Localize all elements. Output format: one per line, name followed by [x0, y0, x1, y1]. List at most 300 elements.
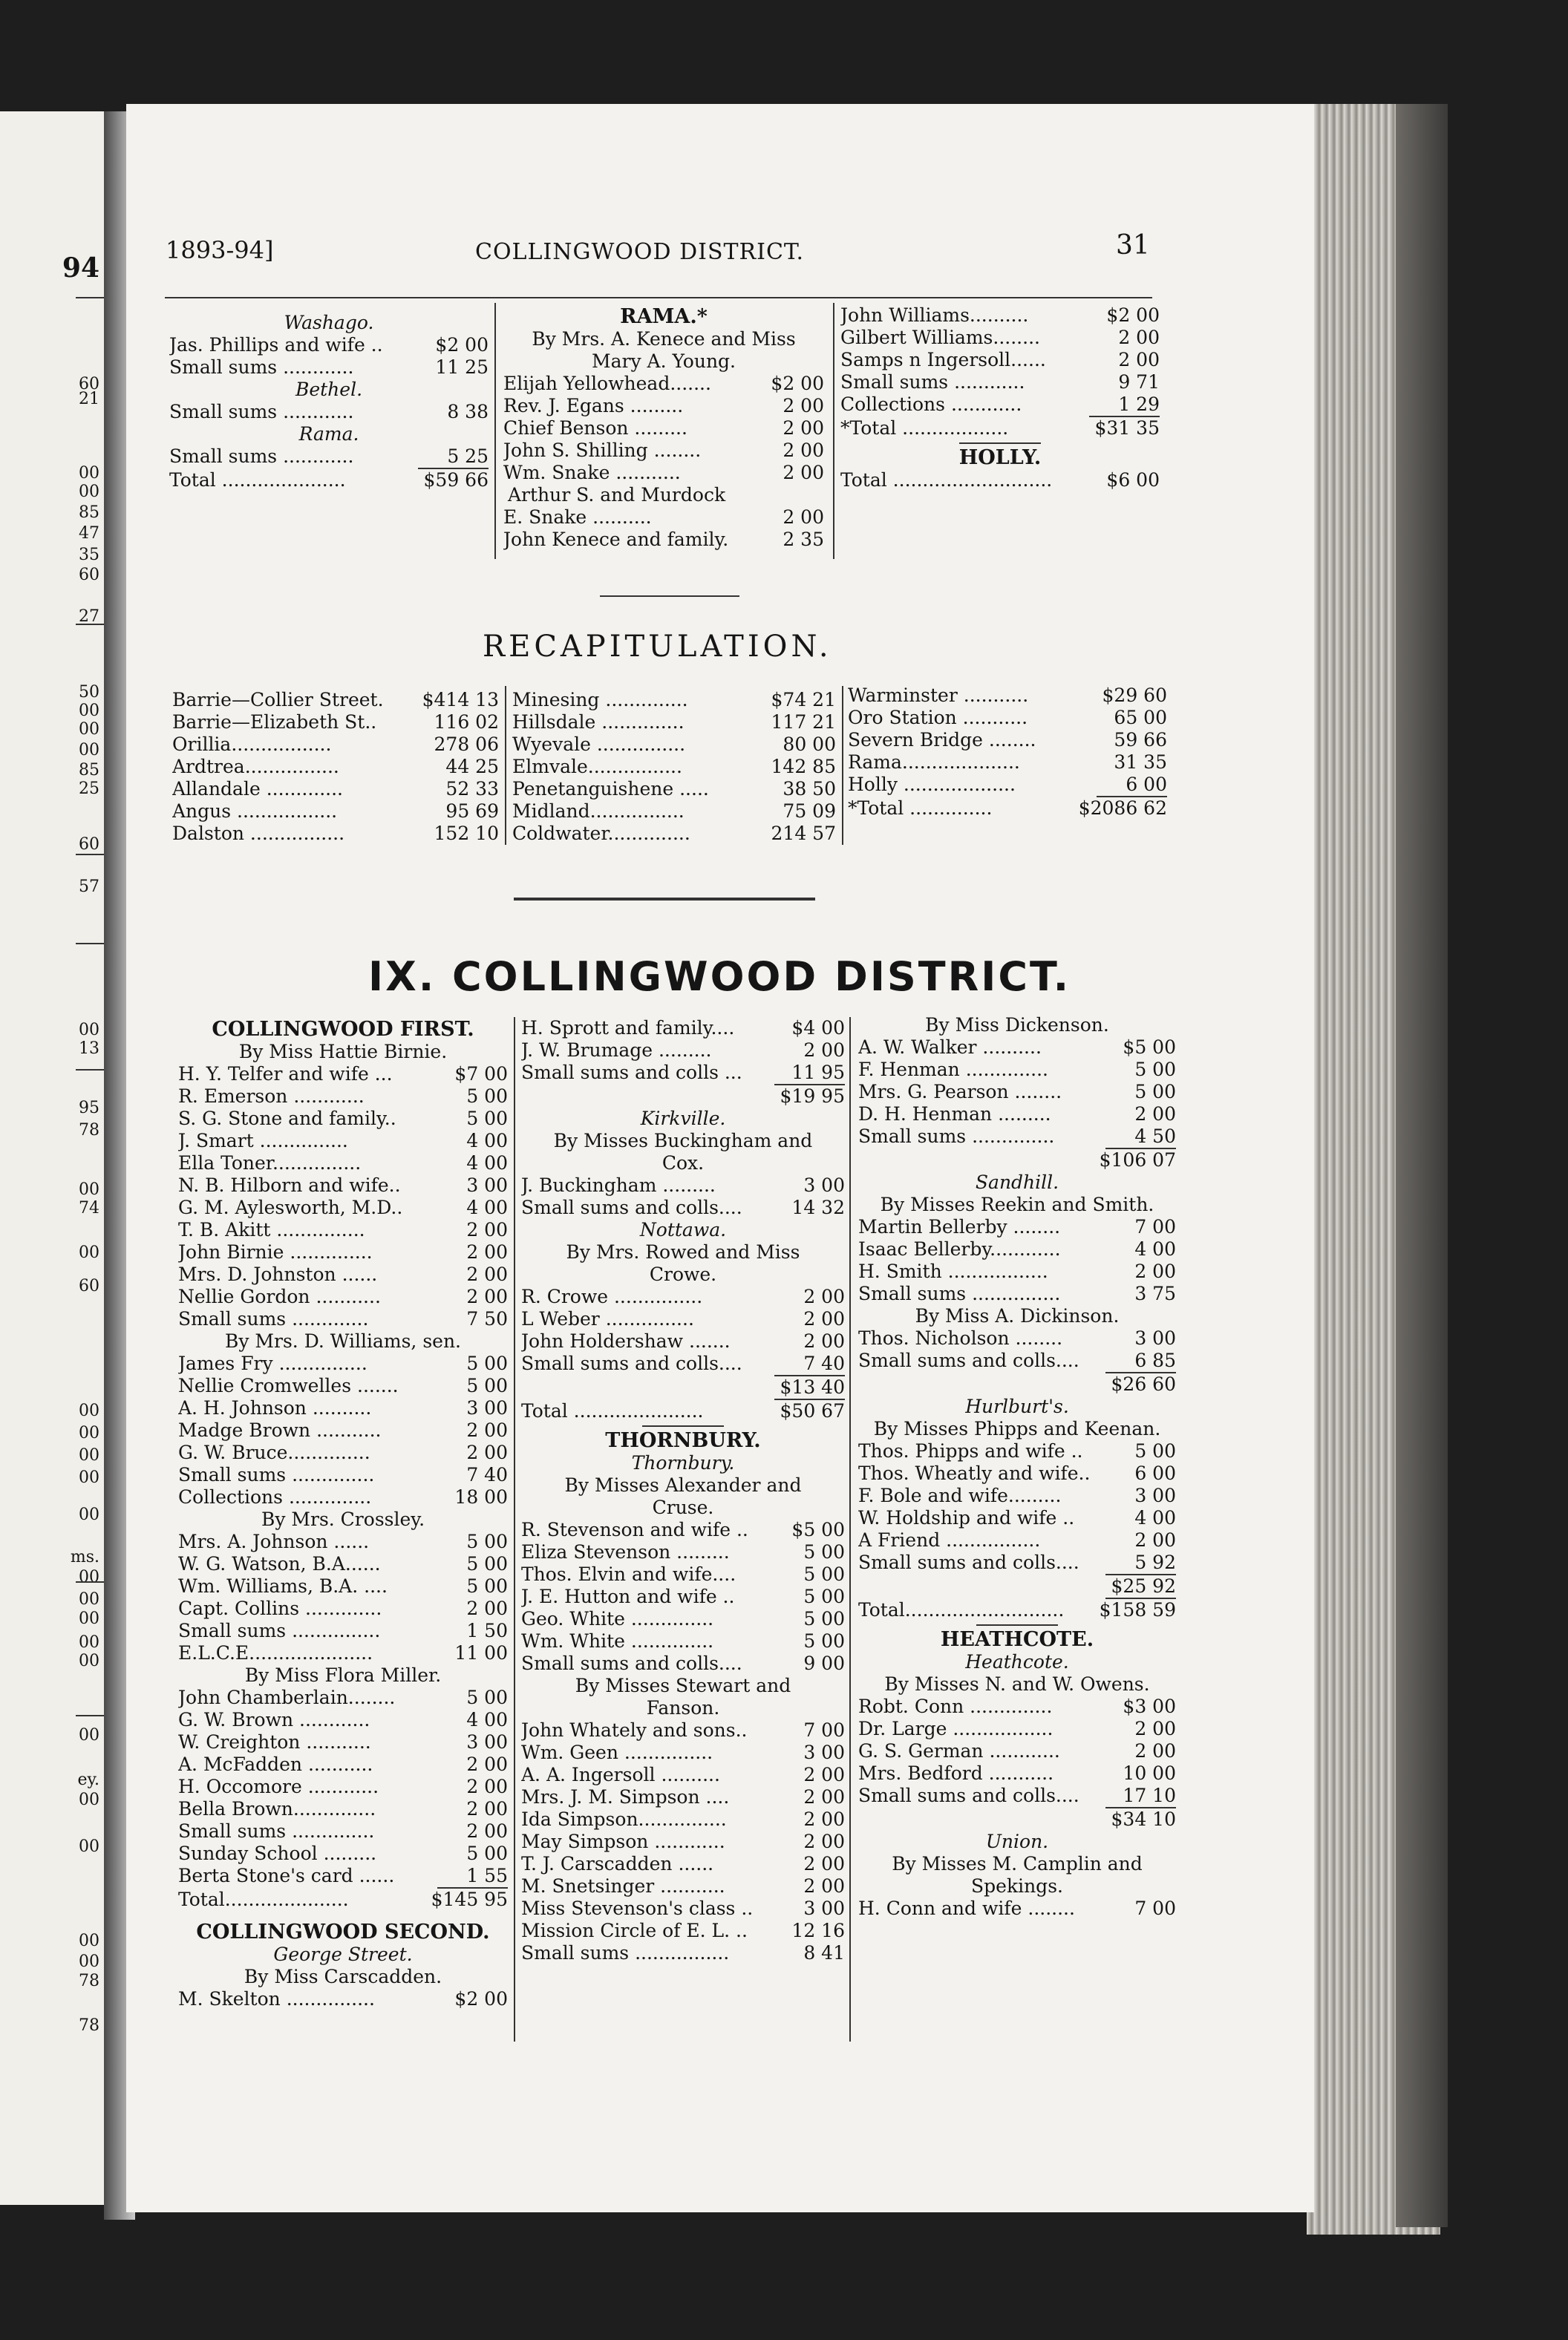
entry-row [858, 1485, 1176, 1507]
entry-amount: 2 00 [1134, 1103, 1176, 1125]
entry-row [521, 1376, 845, 1399]
entry-row [503, 439, 824, 462]
entry-amount: $106 07 [1099, 1149, 1176, 1171]
entry-label: Small sums and colls.... [521, 1653, 742, 1674]
collector-note: By Miss Carscadden. [244, 1966, 442, 1987]
entry-row [858, 1552, 1176, 1574]
fragment-rule [76, 1581, 105, 1583]
entry-row [178, 1642, 508, 1664]
fragment-text: 60 [79, 375, 99, 393]
entry-amount: 2 00 [466, 1598, 508, 1619]
entry-amount: 2 00 [1118, 349, 1160, 370]
entry-label: A Friend ................ [858, 1529, 1041, 1551]
entry-row [169, 334, 489, 356]
entry-row [521, 1608, 845, 1630]
entry-amount: 2 00 [466, 1798, 508, 1820]
recap-row [848, 729, 1167, 751]
fragment-text: 47 [79, 524, 99, 543]
entry-label: Mrs. Bedford ........... [858, 1762, 1054, 1784]
entry-row [858, 1149, 1176, 1171]
fragment-rule [76, 943, 105, 944]
entry-amount: $34 10 [1111, 1808, 1176, 1830]
entry-label: G. S. German ............ [858, 1740, 1060, 1762]
entry-label: G. W. Brown ............ [178, 1709, 370, 1731]
entry-amount: $6 00 [1106, 469, 1160, 491]
fragment-text: 94 [62, 252, 99, 284]
entry-row [178, 1375, 508, 1397]
fragment-text: 00 [79, 1243, 99, 1262]
entry-amount: $2 00 [435, 334, 489, 356]
entry-label: G. W. Bruce.............. [178, 1442, 370, 1463]
church-heading: COLLINGWOOD SECOND. [196, 1921, 490, 1944]
entry-row [858, 1808, 1176, 1831]
entry-row [169, 469, 489, 491]
fragment-rule [76, 854, 105, 855]
entry-row [521, 1786, 845, 1808]
entry-label: M. Skelton ............... [178, 1988, 375, 2010]
collector-note: By Mrs. D. Williams, sen. [224, 1330, 461, 1352]
entry-amount: $50 67 [780, 1400, 845, 1422]
collector-note: By Misses N. and W. Owens. [884, 1673, 1150, 1695]
entry-amount: 5 00 [466, 1531, 508, 1552]
entry-amount: 3 00 [1134, 1327, 1176, 1349]
entry-label: Small sums ............ [169, 445, 354, 467]
recap-amount: 95 69 [445, 800, 499, 822]
entry-row [858, 1785, 1176, 1807]
entry-label: A. A. Ingersoll .......... [521, 1764, 720, 1785]
column-divider [494, 303, 496, 559]
entry-label: H. Conn and wife ........ [858, 1898, 1075, 1919]
recap-row [848, 751, 1167, 774]
entry-amount: 11 25 [435, 356, 489, 378]
entry-label: M. Snetsinger ........... [521, 1875, 725, 1897]
fragment-text: 00 [79, 720, 99, 739]
entry-row [178, 1598, 508, 1620]
entry-amount: 1 50 [466, 1620, 508, 1641]
entry-amount: 2 00 [803, 1286, 845, 1307]
church-heading: RAMA.* [620, 305, 708, 328]
entry-row [521, 1330, 845, 1353]
entry-row [521, 1808, 845, 1831]
entry-label: Small sums and colls.... [858, 1350, 1079, 1371]
fragment-text: 25 [79, 780, 99, 798]
entry-label: Total ..................... [169, 469, 346, 491]
entry-label: Small sums and colls.... [858, 1785, 1079, 1806]
recap-label: Severn Bridge ........ [848, 729, 1036, 751]
recap-row [172, 800, 499, 823]
recap-amount: $29 60 [1102, 684, 1167, 706]
top-column-2 [503, 306, 824, 551]
entry-amount: $145 95 [431, 1889, 508, 1910]
fragment-text: 60 [79, 1277, 99, 1295]
entry-amount: 5 00 [803, 1563, 845, 1585]
recap-row [848, 684, 1167, 707]
entry-row [178, 1419, 508, 1442]
recap-row [512, 711, 836, 733]
entry-row [521, 1308, 845, 1330]
fragment-text: 35 [79, 546, 99, 564]
collector-note: By Misses Buckingham and [553, 1130, 813, 1151]
entry-amount: 1 29 [1118, 393, 1160, 415]
entry-amount: 7 00 [1134, 1216, 1176, 1238]
recap-label: Warminster ........... [848, 684, 1029, 706]
fragment-text: ms. [70, 1548, 99, 1566]
entry-amount: 5 00 [466, 1687, 508, 1708]
entry-label: John Birnie .............. [178, 1241, 373, 1263]
entry-label: Small sums and colls.... [521, 1353, 742, 1374]
entry-row [178, 1687, 508, 1709]
entry-row [178, 1820, 508, 1843]
recap-label: Wyevale ............... [512, 733, 686, 755]
column-divider [505, 686, 506, 845]
entry-row [178, 1754, 508, 1776]
entry-amount: 7 50 [466, 1308, 508, 1330]
entry-label: John S. Shilling ........ [503, 439, 702, 461]
entry-amount: 11 95 [791, 1062, 845, 1083]
entry-row [521, 1541, 845, 1563]
entry-label: W. Creighton ........... [178, 1731, 371, 1753]
entry-label: Thos. Wheatly and wife.. [858, 1462, 1091, 1484]
entry-row [178, 1889, 508, 1911]
entry-amount: 3 00 [466, 1731, 508, 1753]
entry-label: Martin Bellerby ........ [858, 1216, 1061, 1238]
entry-label: *Total .................. [840, 417, 1009, 439]
entry-amount: 14 32 [791, 1197, 845, 1218]
recap-amount: 65 00 [1114, 707, 1167, 728]
entry-amount: 5 00 [466, 1085, 508, 1107]
entry-row [178, 1988, 508, 2010]
entry-amount: 4 50 [1134, 1125, 1176, 1147]
column-divider [833, 303, 834, 559]
recap-column-2 [512, 689, 836, 845]
entry-amount: 3 00 [1134, 1485, 1176, 1506]
entry-amount: $59 66 [423, 469, 489, 491]
entry-label: Sunday School ......... [178, 1843, 377, 1864]
place-subheading: Washago. [284, 312, 374, 333]
collector-note: By Miss Dickenson. [925, 1014, 1109, 1036]
header-title: COLLINGWOOD DISTRICT. [475, 239, 805, 265]
fragment-text: 85 [79, 761, 99, 780]
fragment-text: 13 [79, 1039, 99, 1058]
recap-amount: 52 33 [445, 778, 499, 800]
entry-row [178, 1219, 508, 1241]
previous-page-edge [0, 111, 111, 2205]
entry-row [521, 1286, 845, 1308]
entry-row [178, 1620, 508, 1642]
entry-label: D. H. Henman ......... [858, 1103, 1051, 1125]
entry-label: J. E. Hutton and wife .. [521, 1586, 735, 1607]
entry-label: Isaac Bellerby............ [858, 1238, 1061, 1260]
recap-label: Orillia................. [172, 733, 332, 755]
entry-amount: 8 41 [803, 1942, 845, 1964]
entry-amount: 5 00 [803, 1608, 845, 1630]
entry-row [521, 1920, 845, 1942]
entry-amount: 2 00 [1134, 1718, 1176, 1739]
entry-amount: 2 00 [466, 1219, 508, 1241]
entry-amount: $5 00 [791, 1519, 845, 1540]
recap-amount: $2086 62 [1078, 797, 1167, 819]
entry-label: N. B. Hilborn and wife.. [178, 1174, 401, 1196]
entry-label: Gilbert Williams........ [840, 327, 1040, 348]
entry-label: Eliza Stevenson ......... [521, 1541, 730, 1563]
entry-amount: 12 16 [791, 1920, 845, 1941]
entry-label: A. W. Walker .......... [858, 1036, 1042, 1058]
fragment-text: 00 [79, 1021, 99, 1039]
entry-amount: 5 00 [1134, 1081, 1176, 1102]
fragment-text: 00 [79, 1633, 99, 1652]
recap-amount: 6 00 [1126, 774, 1167, 795]
entry-amount: 3 75 [1134, 1283, 1176, 1304]
entry-label: Samps n Ingersoll...... [840, 349, 1046, 370]
entry-label: Jas. Phillips and wife .. [169, 334, 383, 356]
entry-label: Wm. White .............. [521, 1630, 714, 1652]
entry-label: A. H. Johnson .......... [178, 1397, 372, 1419]
recap-row [172, 689, 499, 711]
entry-row [858, 1103, 1176, 1125]
entry-amount: 2 00 [803, 1853, 845, 1875]
entry-label: A. McFadden ........... [178, 1754, 373, 1775]
fragment-text: 95 [79, 1099, 99, 1117]
recap-amount: $74 21 [771, 689, 836, 710]
entry-row [840, 469, 1160, 491]
recap-label: Minesing .............. [512, 689, 688, 710]
church-heading: COLLINGWOOD FIRST. [212, 1018, 474, 1041]
entry-row [178, 1308, 508, 1330]
entry-row [858, 1216, 1176, 1238]
entry-label: G. M. Aylesworth, M.D.. [178, 1197, 403, 1218]
entry-amount: 2 00 [803, 1831, 845, 1852]
fragment-text: 00 [79, 1402, 99, 1420]
entry-row [858, 1036, 1176, 1059]
recap-amount: 44 25 [445, 756, 499, 777]
entry-amount: $158 59 [1099, 1599, 1176, 1621]
fragment-text: 00 [79, 1180, 99, 1199]
entry-amount: $25 92 [1111, 1575, 1176, 1597]
entry-amount: 2 00 [1118, 327, 1160, 348]
entry-row [178, 1843, 508, 1865]
recap-label: Ardtrea................ [172, 756, 339, 777]
entry-amount: 4 00 [466, 1197, 508, 1218]
entry-row [169, 445, 489, 468]
entry-label: James Fry ............... [178, 1353, 368, 1374]
recap-row [172, 733, 499, 756]
entry-amount: 2 00 [466, 1419, 508, 1441]
fragment-text: 00 [79, 464, 99, 483]
entry-amount: 5 00 [466, 1108, 508, 1129]
fragment-text: 00 [79, 1837, 99, 1856]
entry-amount: 7 00 [1134, 1898, 1176, 1919]
entry-amount: 5 00 [803, 1586, 845, 1607]
entry-row [503, 462, 824, 484]
entry-label: Small sums .............. [178, 1464, 375, 1486]
entry-row [178, 1085, 508, 1108]
entry-amount: 5 25 [447, 445, 489, 467]
recap-label: Barrie—Elizabeth St.. [172, 711, 377, 733]
fragment-text: 00 [79, 741, 99, 759]
entry-amount: 2 35 [783, 529, 824, 550]
entry-label: John Williams.......... [840, 304, 1029, 326]
entry-label: May Simpson ............ [521, 1831, 725, 1852]
entry-row [178, 1442, 508, 1464]
fragment-text: 85 [79, 503, 99, 522]
recap-label: Allandale ............. [172, 778, 344, 800]
book-cover-edge [1396, 104, 1448, 2227]
entry-label: F. Henman .............. [858, 1059, 1048, 1080]
entry-row [178, 1108, 508, 1130]
entry-row [521, 1898, 845, 1920]
entry-label: Mrs. A. Johnson ...... [178, 1531, 370, 1552]
entry-row [858, 1462, 1176, 1485]
entry-amount: 5 00 [1134, 1059, 1176, 1080]
entry-label: Mission Circle of E. L. .. [521, 1920, 748, 1941]
recap-row [512, 756, 836, 778]
entry-amount: 4 00 [466, 1130, 508, 1151]
entry-amount: 4 00 [1134, 1238, 1176, 1260]
entry-amount: 2 00 [466, 1754, 508, 1775]
top-column-3 [840, 304, 1160, 491]
place-subheading: Union. [985, 1831, 1049, 1852]
fragment-rule [76, 1715, 105, 1716]
collector-note: Cox. [662, 1152, 705, 1174]
entry-label: Dr. Large ................. [858, 1718, 1054, 1739]
entry-amount: 2 00 [783, 395, 824, 416]
entry-label: Thos. Elvin and wife.... [521, 1563, 736, 1585]
entry-label: Nellie Gordon ........... [178, 1286, 381, 1307]
fragment-text: ey. [77, 1771, 99, 1789]
separator-rule [959, 442, 1041, 444]
recap-row [172, 823, 499, 845]
recap-label: Coldwater.............. [512, 823, 690, 844]
recap-row [512, 689, 836, 711]
entry-amount: 2 00 [466, 1442, 508, 1463]
entry-label: Mrs. D. Johnston ...... [178, 1264, 378, 1285]
column-divider [514, 1017, 515, 2042]
entry-row [858, 1373, 1176, 1396]
recap-label: Oro Station ........... [848, 707, 1028, 728]
entry-label: Mrs. G. Pearson ........ [858, 1081, 1062, 1102]
entry-row [503, 417, 824, 439]
entry-label: Small sums ............ [169, 401, 354, 422]
recap-label: *Total .............. [848, 797, 993, 819]
recap-column-1 [172, 689, 499, 845]
entry-amount: 2 00 [466, 1820, 508, 1842]
entry-label: Small sums .............. [858, 1125, 1055, 1147]
entry-row [858, 1350, 1176, 1372]
entry-label: H. Sprott and family.... [521, 1017, 735, 1039]
recap-amount: 31 35 [1114, 751, 1167, 773]
entry-amount: 2 00 [803, 1039, 845, 1061]
entry-label: H. Smith ................. [858, 1261, 1048, 1282]
entry-row [521, 1586, 845, 1608]
place-subheading: Kirkville. [640, 1108, 726, 1129]
entry-row [521, 1764, 845, 1786]
entry-row [840, 417, 1160, 439]
entry-row [178, 1464, 508, 1486]
entry-amount: 2 00 [466, 1241, 508, 1263]
entry-row [503, 529, 824, 551]
entry-row [521, 1942, 845, 1964]
entry-amount: 5 00 [466, 1375, 508, 1396]
fragment-text: 00 [79, 1446, 99, 1465]
entry-row [178, 1865, 508, 1887]
entry-amount: $19 95 [780, 1085, 845, 1107]
entry-row [521, 1875, 845, 1898]
entry-row [521, 1197, 845, 1219]
entry-row [858, 1599, 1176, 1621]
entry-label: Small sums ............ [840, 371, 1025, 393]
entry-amount: 2 00 [803, 1308, 845, 1330]
entry-amount: $31 35 [1094, 417, 1160, 439]
collector-note: Spekings. [971, 1875, 1063, 1897]
entry-amount: 18 00 [454, 1486, 508, 1508]
entry-amount: 2 00 [783, 506, 824, 528]
entry-label: T. J. Carscadden ...... [521, 1853, 714, 1875]
entry-amount: $13 40 [780, 1376, 845, 1398]
fragment-text: 00 [79, 1468, 99, 1487]
recap-row [512, 733, 836, 756]
entry-row [858, 1081, 1176, 1103]
entry-amount: 7 40 [803, 1353, 845, 1374]
bottom-column-3 [858, 1014, 1176, 1920]
entry-label: Collections ............ [840, 393, 1022, 415]
entry-label: S. G. Stone and family.. [178, 1108, 396, 1129]
entry-row [178, 1241, 508, 1264]
collector-note: By Misses Reekin and Smith. [880, 1194, 1154, 1215]
decorative-rule [514, 898, 815, 901]
entry-row [503, 506, 824, 529]
entry-row [858, 1740, 1176, 1762]
entry-row [178, 1063, 508, 1085]
fragment-text: 78 [79, 1121, 99, 1140]
entry-row [521, 1400, 845, 1422]
entry-amount: 2 00 [783, 462, 824, 483]
entry-row [858, 1507, 1176, 1529]
collector-note: By Miss Hattie Birnie. [238, 1041, 448, 1062]
recap-amount: $414 13 [422, 689, 499, 710]
entry-label: Small sums ............ [169, 356, 354, 378]
entry-amount: 2 00 [466, 1286, 508, 1307]
entry-row [858, 1238, 1176, 1261]
entry-amount: 5 00 [803, 1630, 845, 1652]
top-column-1 [169, 312, 489, 491]
entry-label: John Kenece and family. [503, 529, 729, 550]
entry-row [521, 1085, 845, 1108]
entry-label: T. B. Akitt ............... [178, 1219, 365, 1241]
entry-amount: 17 10 [1123, 1785, 1176, 1806]
recap-label: Midland................ [512, 800, 685, 822]
recap-row [172, 756, 499, 778]
recap-label: Elmvale................ [512, 756, 682, 777]
entry-row [503, 395, 824, 417]
entry-text: Arthur S. and Murdock [508, 484, 726, 506]
entry-amount: 2 00 [466, 1264, 508, 1285]
collector-note: By Misses Phipps and Keenan. [873, 1418, 1161, 1439]
entry-label: Small sums and colls.... [521, 1197, 742, 1218]
entry-row [521, 1563, 845, 1586]
entry-label: Small sums ................ [521, 1942, 730, 1964]
recap-row [848, 797, 1167, 820]
entry-row [858, 1529, 1176, 1552]
fragment-text: 00 [79, 1952, 99, 1971]
recap-row [848, 774, 1167, 796]
church-heading: HOLLY. [958, 446, 1042, 469]
recap-title: RECAPITULATION. [483, 630, 832, 664]
entry-amount: 11 00 [454, 1642, 508, 1664]
entry-amount: 6 85 [1134, 1350, 1176, 1371]
entry-row [858, 1440, 1176, 1462]
entry-row [178, 1531, 508, 1553]
entry-amount: 2 00 [1134, 1261, 1176, 1282]
